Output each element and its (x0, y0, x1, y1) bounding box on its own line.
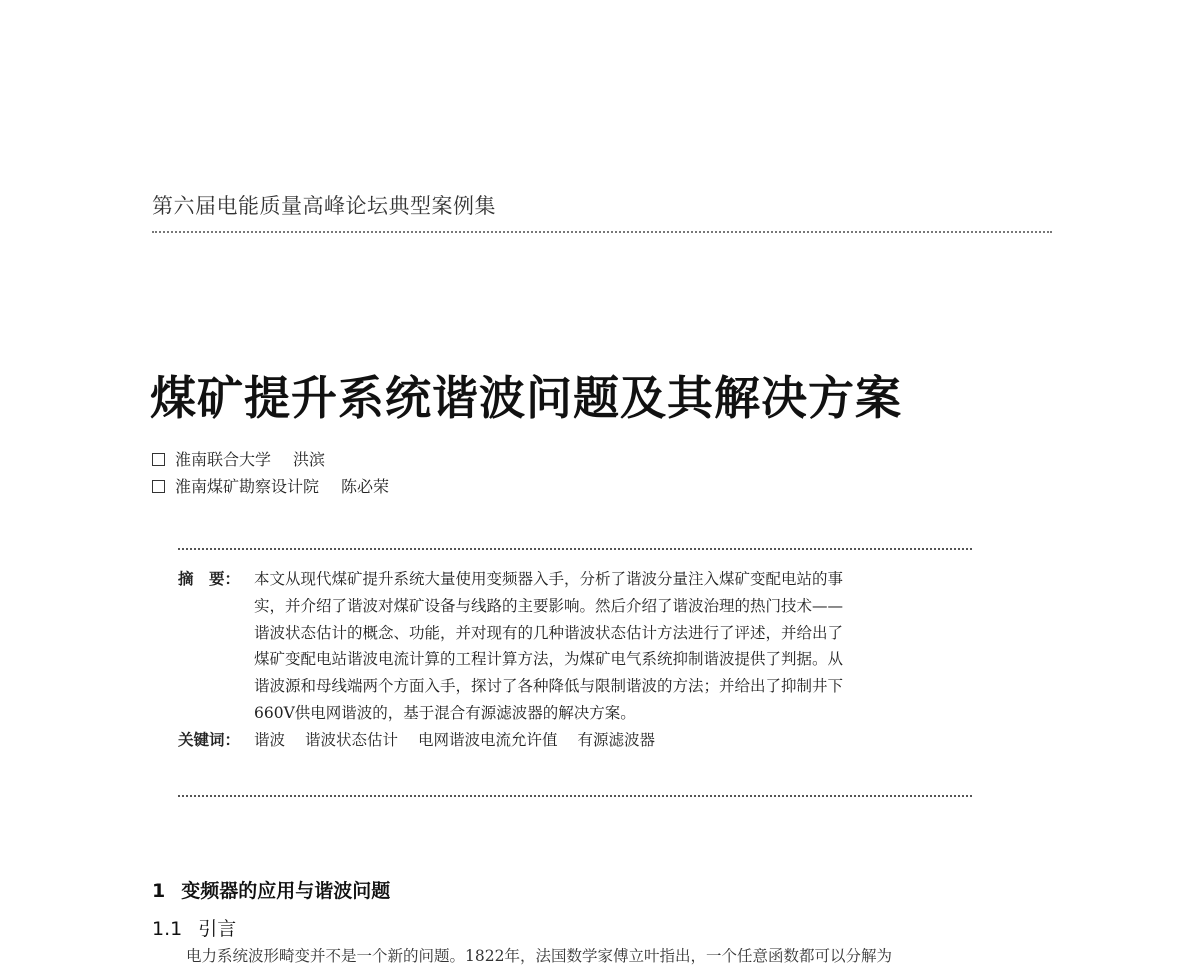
subsection-title: 引言 (198, 918, 237, 940)
section-title: 变频器的应用与谐波问题 (181, 880, 391, 902)
abstract-label: 摘 要： (178, 570, 241, 588)
author-entry (152, 473, 389, 500)
section-heading (152, 876, 390, 903)
keywords-label: 关键词： (178, 730, 241, 749)
keyword: 有源滤波器 (577, 730, 656, 749)
author-entry (152, 446, 389, 473)
abstract-line: 煤矿变配电站谐波电流计算的工程计算方法，为煤矿电气系统抑制谐波提供了判据。从 (254, 650, 844, 669)
author-name: 陈必荣 (341, 477, 390, 496)
abstract-line: 660V供电网谐波的，基于混合有源滤波器的解决方案。 (254, 703, 636, 722)
series-header: 第六届电能质量高峰论坛典型案例集 (152, 194, 496, 218)
body-text-partial: 电力系统波形畸变并不是一个新的问题。1822年，法国数学家傅立叶指出，一个任意函数都可以分解为 (186, 947, 892, 965)
checkbox-square-icon (152, 453, 165, 466)
author-affiliation: 淮南煤矿勘察设计院 (175, 477, 320, 496)
section-number: 1 (152, 880, 166, 902)
abstract-line: 本文从现代煤矿提升系统大量使用变频器入手，分析了谐波分量注入煤矿变配电站的事 (254, 570, 844, 588)
abstract-block (178, 566, 978, 754)
author-list (152, 446, 389, 500)
abstract-top-divider (178, 548, 972, 550)
keyword: 谐波状态估计 (305, 730, 399, 749)
paper-title: 煤矿提升系统谐波问题及其解决方案 (150, 371, 902, 425)
subsection-number: 1.1 (152, 918, 183, 940)
author-affiliation: 淮南联合大学 (175, 450, 272, 469)
abstract-line: 实，并介绍了谐波对煤矿设备与线路的主要影响。然后介绍了谐波治理的热门技术—— (254, 596, 844, 615)
abstract-line: 谐波源和母线端两个方面入手，探讨了各种降低与限制谐波的方法；并给出了抑制井下 (254, 677, 844, 696)
abstract-text (254, 566, 843, 727)
author-name: 洪滨 (293, 450, 326, 469)
keyword: 电网谐波电流允许值 (418, 730, 558, 749)
checkbox-square-icon (152, 480, 165, 493)
abstract-bottom-divider (178, 795, 972, 797)
abstract-row (178, 566, 978, 727)
keyword: 谐波 (254, 730, 286, 749)
header-divider (152, 231, 1052, 233)
keywords-row (178, 727, 978, 754)
abstract-line: 谐波状态估计的概念、功能，并对现有的几种谐波状态估计方法进行了评述，并给出了 (254, 623, 844, 642)
subsection-heading (152, 914, 236, 941)
